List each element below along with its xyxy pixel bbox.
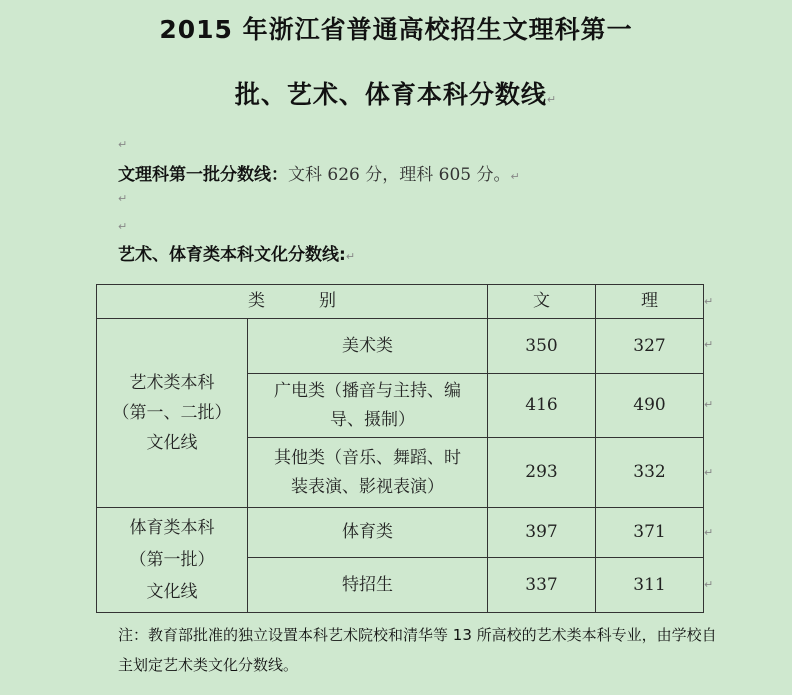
footnote: 注：教育部批准的独立设置本科艺术院校和清华等 13 所高校的艺术类本科专业，由学校自主划定艺术类文化分数线。 bbox=[118, 626, 717, 674]
first-batch-value: 文科 626 分，理科 605 分。 bbox=[288, 165, 511, 185]
arts-sports-heading: 艺术、体育类本科文化分数线:↵ bbox=[118, 245, 356, 265]
paragraph-mark-icon: ↵ bbox=[704, 295, 714, 308]
paragraph-mark-icon: ↵ bbox=[704, 338, 714, 351]
li-cell: 327 bbox=[596, 319, 704, 374]
type-cell: 其他类（音乐、舞蹈、时 装表演、影视表演） bbox=[248, 438, 488, 508]
type-cell: 美术类 bbox=[248, 319, 488, 374]
paragraph-mark-icon: ↵ bbox=[118, 138, 128, 151]
li-cell: 490 bbox=[596, 374, 704, 438]
score-table bbox=[96, 284, 704, 613]
header-wen: 文 bbox=[488, 285, 596, 319]
li-cell: 332 bbox=[596, 438, 704, 508]
paragraph-mark-icon: ↵ bbox=[704, 466, 714, 479]
first-batch-label: 文理科第一批分数线： bbox=[118, 165, 288, 185]
table-row bbox=[97, 319, 704, 374]
wen-cell: 350 bbox=[488, 319, 596, 374]
group-name-arts: 艺术类本科 （第一、二批） 文化线 bbox=[97, 319, 248, 508]
type-cell: 广电类（播音与主持、编 导、摄制） bbox=[248, 374, 488, 438]
paragraph-mark-icon: ↵ bbox=[118, 192, 128, 205]
type-cell: 特招生 bbox=[248, 558, 488, 613]
li-cell: 311 bbox=[596, 558, 704, 613]
type-cell: 体育类 bbox=[248, 508, 488, 558]
group-name-sports: 体育类本科 （第一批） 文化线 bbox=[97, 508, 248, 613]
paragraph-mark-icon: ↵ bbox=[510, 170, 520, 183]
paragraph-mark-icon: ↵ bbox=[118, 220, 128, 233]
table-header-row bbox=[97, 285, 704, 319]
paragraph-mark-icon: ↵ bbox=[704, 398, 714, 411]
header-li: 理 bbox=[596, 285, 704, 319]
title-line-1: 2015 年浙江省普通高校招生文理科第一 bbox=[159, 15, 633, 44]
paragraph-mark-icon: ↵ bbox=[704, 526, 714, 539]
table-row bbox=[97, 508, 704, 558]
li-cell: 371 bbox=[596, 508, 704, 558]
wen-cell: 416 bbox=[488, 374, 596, 438]
paragraph-mark-icon: ↵ bbox=[546, 93, 558, 106]
first-batch-line bbox=[118, 160, 520, 185]
paragraph-mark-icon: ↵ bbox=[704, 578, 714, 591]
title-line-2: 批、艺术、体育本科分数线↵ bbox=[234, 80, 558, 109]
header-category: 类 别 bbox=[97, 285, 488, 319]
wen-cell: 397 bbox=[488, 508, 596, 558]
paragraph-mark-icon: ↵ bbox=[345, 250, 356, 263]
wen-cell: 293 bbox=[488, 438, 596, 508]
wen-cell: 337 bbox=[488, 558, 596, 613]
